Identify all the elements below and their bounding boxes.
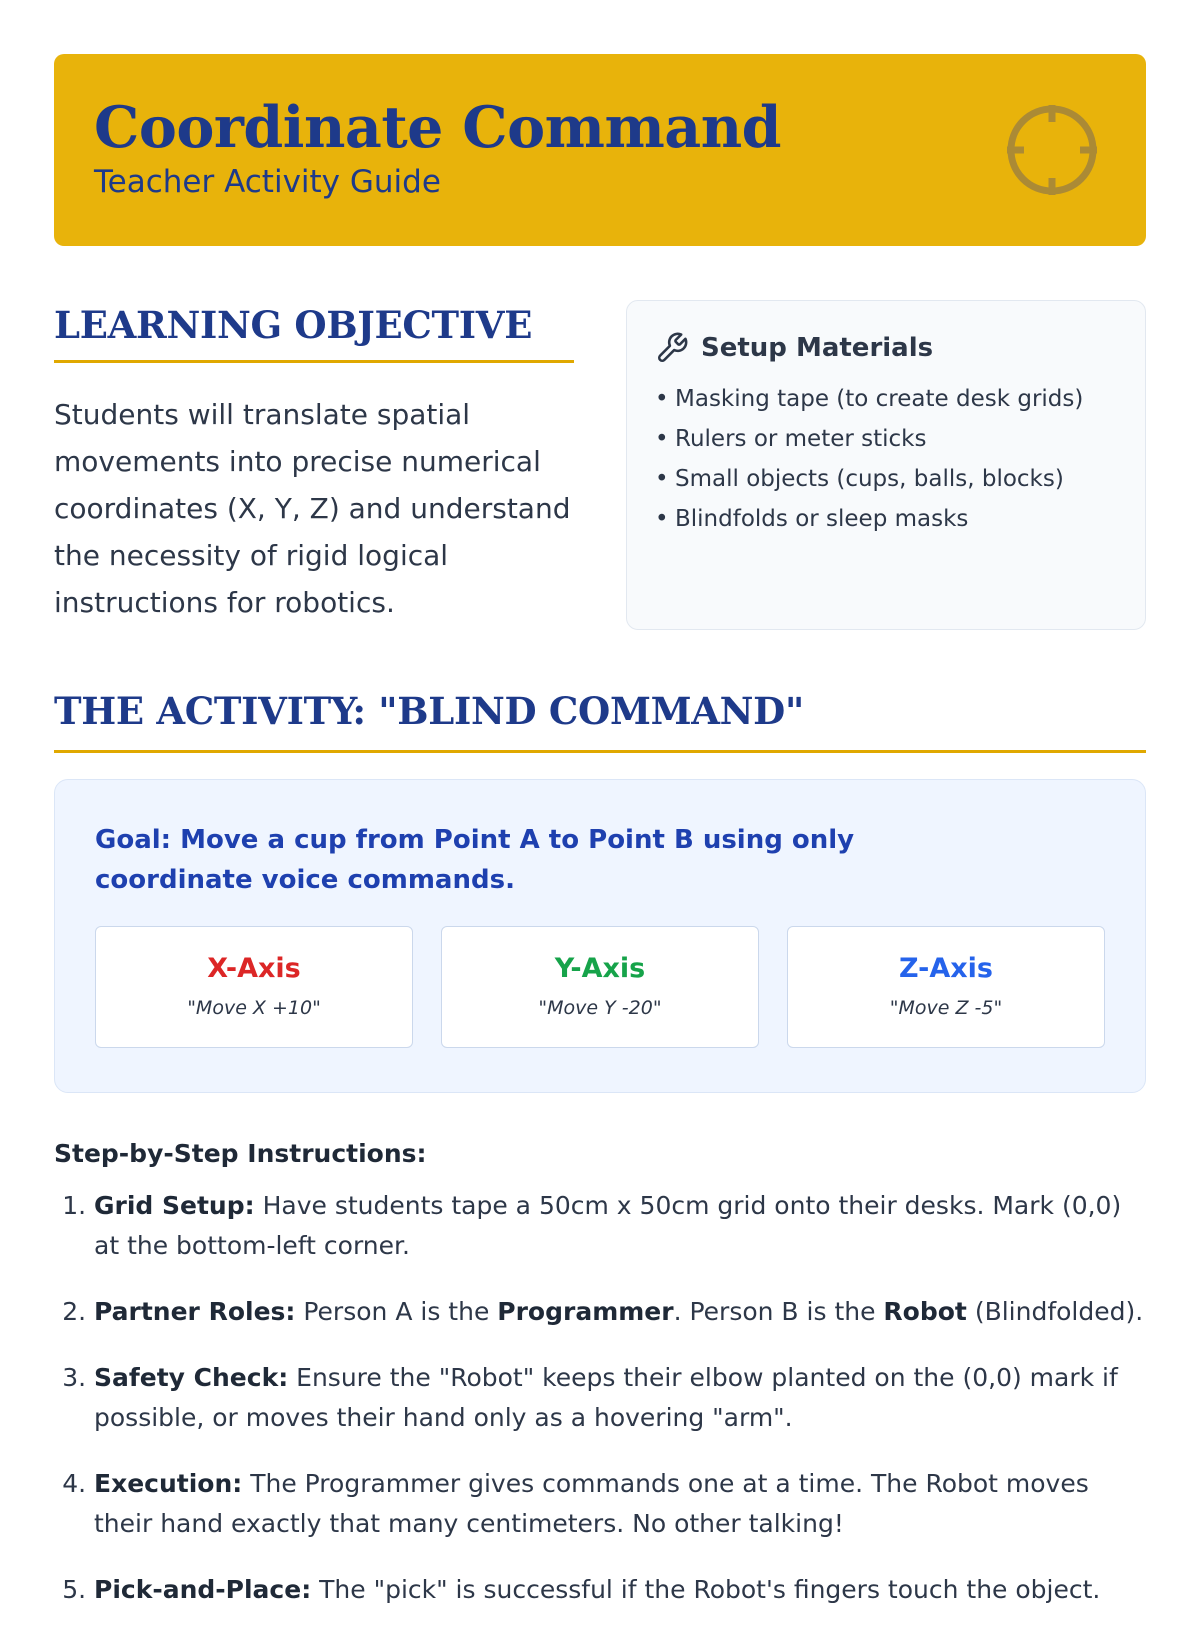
y-axis-card [441,926,759,1048]
step-label: Safety Check: [94,1363,289,1392]
role-robot: Robot [883,1297,967,1326]
step-item [94,1186,1146,1266]
setup-materials-card [626,300,1146,630]
header-banner [54,54,1146,246]
step-text: (Blindfolded). [966,1297,1144,1326]
materials-list [655,379,1117,539]
axis-command: "Move Y -20" [538,997,662,1019]
steps-list [54,1186,1146,1610]
list-item: • Masking tape (to create desk grids) [655,379,1117,419]
objective-text: Students will translate spatial movements into precise numerical coordinates (X, Y, Z) and understand the necessity of rigid logical instructions for robotics. [54,398,571,619]
step-label: Execution: [94,1469,243,1498]
step-item [94,1292,1146,1332]
step-text: Person A is the [295,1297,498,1326]
z-axis-card [787,926,1105,1048]
materials-title: Setup Materials [701,333,934,363]
step-item [94,1570,1146,1610]
step-text: The Programmer gives commands one at a time. The Robot moves their hand exactly that many centimeters. No other talking! [94,1469,1089,1538]
x-axis-card [95,926,413,1048]
page-title: Coordinate Command [94,94,781,161]
step-text: Have students tape a 50cm x 50cm grid onto their desks. Mark (0,0) at the bottom-left corner. [94,1191,1122,1260]
goal-box [54,779,1146,1093]
activity-heading-wrap [54,686,1146,753]
step-label: Pick-and-Place: [94,1575,312,1604]
activity-guide-page [54,54,1146,1636]
step-label: Grid Setup: [94,1191,255,1220]
step-label: Partner Roles: [94,1297,296,1326]
page-subtitle: Teacher Activity Guide [94,164,441,200]
activity-heading: THE ACTIVITY: "BLIND COMMAND" [54,689,804,733]
axis-name: Z-Axis [899,953,993,984]
materials-header [655,331,1117,365]
axis-command: "Move Z -5" [889,997,1003,1019]
list-item: • Rulers or meter sticks [655,419,1117,459]
objective-heading: LEARNING OBJECTIVE [54,300,574,363]
step-item [94,1358,1146,1438]
wrench-icon [655,331,689,365]
learning-objective-section [54,300,574,626]
objective-row [54,300,1146,660]
step-item [94,1464,1146,1544]
axis-command: "Move X +10" [187,997,321,1019]
axis-cards [95,926,1105,1048]
steps-title: Step-by-Step Instructions: [54,1139,427,1168]
step-text: Ensure the "Robot" keeps their elbow planted on the (0,0) mark if possible, or moves their hand only as a hovering "arm". [94,1363,1118,1432]
step-text: . Person B is the [673,1297,884,1326]
role-programmer: Programmer [497,1297,674,1326]
crosshair-icon [1002,100,1102,200]
list-item: • Small objects (cups, balls, blocks) [655,459,1117,499]
goal-text: Goal: Move a cup from Point A to Point B using only coordinate voice commands. [95,825,855,895]
axis-name: X-Axis [207,953,301,984]
list-item: • Blindfolds or sleep masks [655,499,1117,539]
axis-name: Y-Axis [554,953,646,984]
step-text: The "pick" is successful if the Robot's fingers touch the object. [311,1575,1101,1604]
